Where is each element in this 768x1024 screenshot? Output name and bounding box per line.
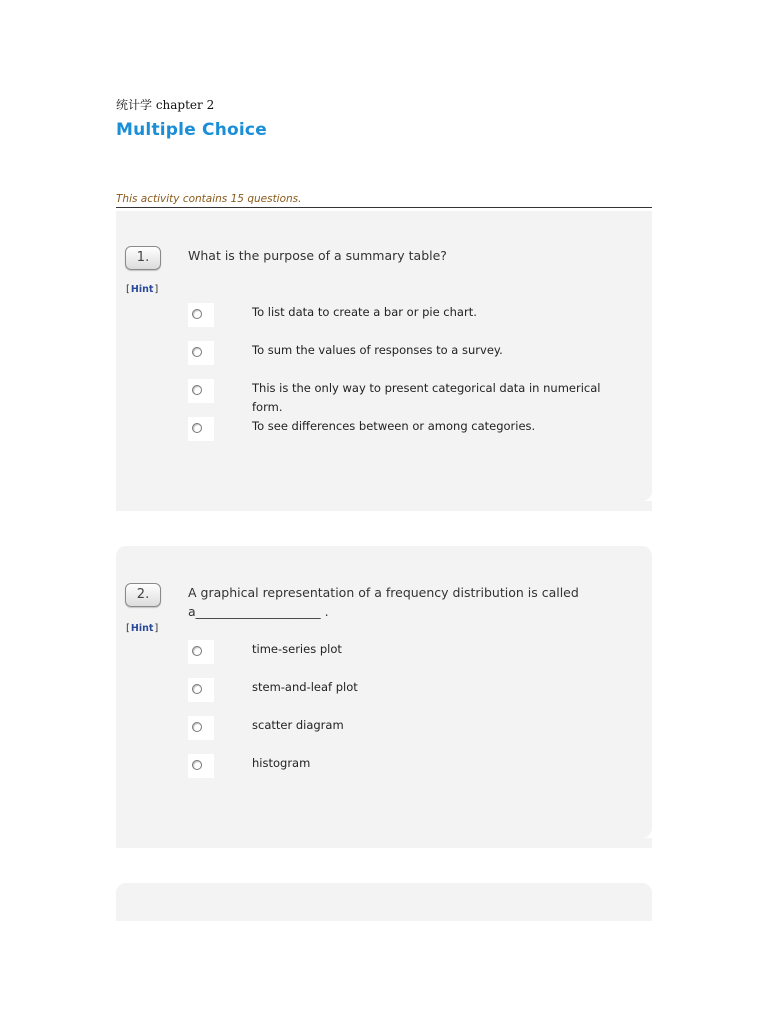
question-number-badge: 2. (125, 583, 161, 607)
radio-box (188, 341, 214, 365)
question-number-badge: 1. (125, 246, 161, 270)
radio-button[interactable] (192, 385, 202, 395)
question-card-footer (116, 501, 652, 511)
radio-button[interactable] (192, 309, 202, 319)
radio-box (188, 640, 214, 664)
answer-option-text: This is the only way to present categorical data in numerical form. (252, 381, 601, 414)
radio-button[interactable] (192, 646, 202, 656)
radio-button[interactable] (192, 760, 202, 770)
radio-box (188, 379, 214, 403)
radio-box (188, 417, 214, 441)
hint-bracket-close: ] (154, 284, 159, 295)
radio-box (188, 716, 214, 740)
radio-button[interactable] (192, 722, 202, 732)
answer-option-text: To sum the values of responses to a survey. (252, 343, 503, 357)
hint-control (126, 284, 158, 295)
hint-link[interactable]: Hint (130, 284, 154, 295)
page-header (116, 96, 652, 140)
answer-option-text: stem-and-leaf plot (252, 680, 358, 694)
answer-option-text: To see differences between or among categories. (252, 419, 536, 433)
answer-option-text: histogram (252, 756, 311, 770)
radio-box (188, 303, 214, 327)
answer-option-text: To list data to create a bar or pie chart. (252, 305, 477, 319)
question-card-3 (116, 883, 652, 921)
document-title: 统计学 chapter 2 (116, 98, 215, 112)
hint-bracket-close: ] (154, 623, 159, 634)
question-card-footer (116, 838, 652, 848)
question-card-1 (116, 211, 652, 501)
question-text: What is the purpose of a summary table? (188, 248, 447, 263)
question-text: A graphical representation of a frequency distribution is called a____________________ . (188, 585, 579, 619)
answer-option-text: scatter diagram (252, 718, 344, 732)
question-card-2 (116, 546, 652, 838)
hint-bracket-open: [ (126, 284, 130, 295)
answer-option-text: time-series plot (252, 642, 342, 656)
radio-button[interactable] (192, 684, 202, 694)
hint-bracket-open: [ (126, 623, 130, 634)
activity-note: This activity contains 15 questions. (116, 192, 652, 208)
hint-control (126, 623, 158, 634)
radio-button[interactable] (192, 347, 202, 357)
section-title: Multiple Choice (116, 120, 267, 140)
hint-link[interactable]: Hint (130, 623, 154, 634)
radio-button[interactable] (192, 423, 202, 433)
radio-box (188, 678, 214, 702)
radio-box (188, 754, 214, 778)
